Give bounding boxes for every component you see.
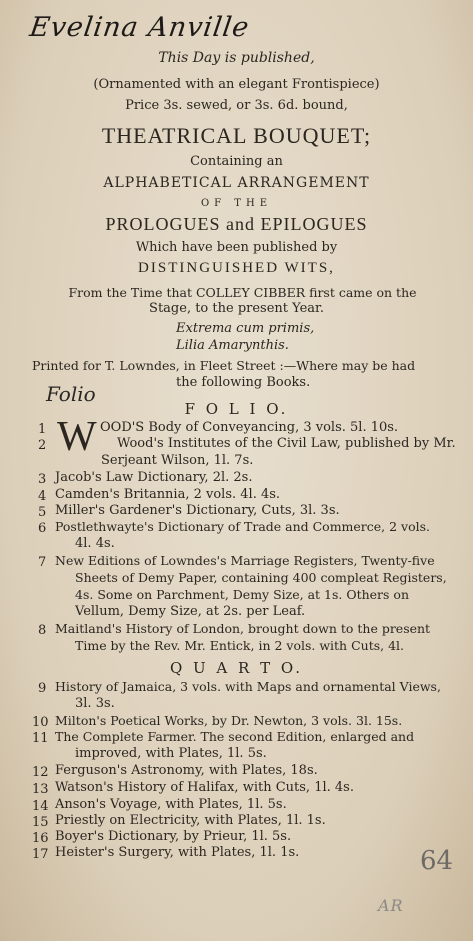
subtitle-line: Stage, to the present Year. [149,301,324,316]
drop-cap: W [57,414,97,460]
item-number: 7 [38,555,47,570]
list-item-continuation: Vellum, Demy Size, at 2s. per Leaf. [75,604,306,619]
item-number: 17 [32,847,49,862]
list-item: Wood's Institutes of the Civil Law, published by Mr. [117,436,456,451]
subtitle-line: PROLOGUES and EPILOGUES [105,214,368,234]
announcement-line: This Day is published, [158,50,315,66]
handwritten-folio-note: Folio [46,382,96,406]
list-item: Maitland's History of London, brought down to the present [55,621,431,636]
list-item-continuation: 4l. 4s. [75,536,115,551]
list-item: Camden's Britannia, 2 vols. 4l. 4s. [55,487,281,502]
list-item: Miller's Gardener's Dictionary, Cuts, 3l. 3s. [55,503,340,518]
list-item: OOD'S Body of Conveyancing, 3 vols. 5l. 10s. [100,420,399,435]
printer-line: Printed for T. Lowndes, in Fleet Street :—Where may be had [32,358,416,373]
item-number: 13 [32,782,49,797]
faded-stamp: AR [378,896,404,915]
list-item: Postlethwayte's Dictionary of Trade and Commerce, 2 vols. [55,519,431,534]
handwritten-signature: Evelina Anville [27,12,252,43]
price-line: Price 3s. sewed, or 3s. 6d. bound, [125,98,348,113]
item-number: 2 [38,438,47,453]
list-item: Heister's Surgery, with Plates, 1l. 1s. [55,845,300,860]
list-item-continuation: 3l. 3s. [75,696,115,711]
subtitle-line: Containing an [190,154,283,169]
item-number: 9 [38,681,47,696]
list-item-continuation: Serjeant Wilson, 1l. 7s. [101,453,254,468]
list-item: Priestly on Electricity, with Plates, 1l. 1s. [55,813,326,828]
item-number: 12 [32,765,49,780]
item-number: 1 [38,422,47,437]
subtitle-line: DISTINGUISHED WITS, [138,260,335,276]
list-item: History of Jamaica, 3 vols. with Maps and ornamental Views, [55,679,441,694]
item-number: 11 [32,731,49,746]
list-item: Watson's History of Halifax, with Cuts, 1l. 4s. [55,780,354,795]
section-heading-quarto: Q U A R T O. [169,659,304,677]
subtitle-line: From the Time that COLLEY CIBBER first came on the [68,285,417,300]
item-number: 4 [38,489,47,504]
printer-line: the following Books. [176,375,311,390]
subtitle-line: OF THE [200,198,272,209]
frontispiece-note: (Ornamented with an elegant Frontispiece) [93,77,380,92]
item-number: 6 [38,521,47,536]
subtitle-line: ALPHABETICAL ARRANGEMENT [103,175,370,191]
motto-line: Lilia Amarynthis. [176,338,289,353]
subtitle-line: Which have been published by [135,240,338,255]
item-number: 16 [32,831,49,846]
motto-line: Extrema cum primis, [176,321,315,336]
list-item: Ferguson's Astronomy, with Plates, 18s. [55,763,318,778]
item-number: 14 [32,799,49,814]
list-item: Boyer's Dictionary, by Prieur, 1l. 5s. [55,829,292,844]
item-number: 15 [32,815,49,830]
list-item-continuation: Time by the Rev. Mr. Entick, in 2 vols. with Cuts, 4l. [75,638,405,653]
list-item: The Complete Farmer. The second Edition, enlarged and [55,729,415,744]
item-number: 8 [38,623,47,638]
list-item-continuation: Sheets of Demy Paper, containing 400 compleat Registers, [75,570,447,585]
book-title: THEATRICAL BOUQUET; [101,123,372,148]
list-item: Anson's Voyage, with Plates, 1l. 5s. [55,797,287,812]
item-number: 3 [38,472,47,487]
list-item: Milton's Poetical Works, by Dr. Newton, 3 vols. 3l. 15s. [55,713,403,728]
section-heading-folio: F O L I O. [184,400,289,418]
list-item: Jacob's Law Dictionary, 2l. 2s. [55,470,253,485]
item-number: 10 [32,715,49,730]
list-item-continuation: 4s. Some on Parchment, Demy Size, at 1s. Others on [75,587,409,602]
pencil-mark: 64 [420,846,454,876]
item-number: 5 [38,505,47,520]
list-item: New Editions of Lowndes's Marriage Registers, Twenty-five [55,553,435,568]
list-item-continuation: improved, with Plates, 1l. 5s. [75,746,267,761]
